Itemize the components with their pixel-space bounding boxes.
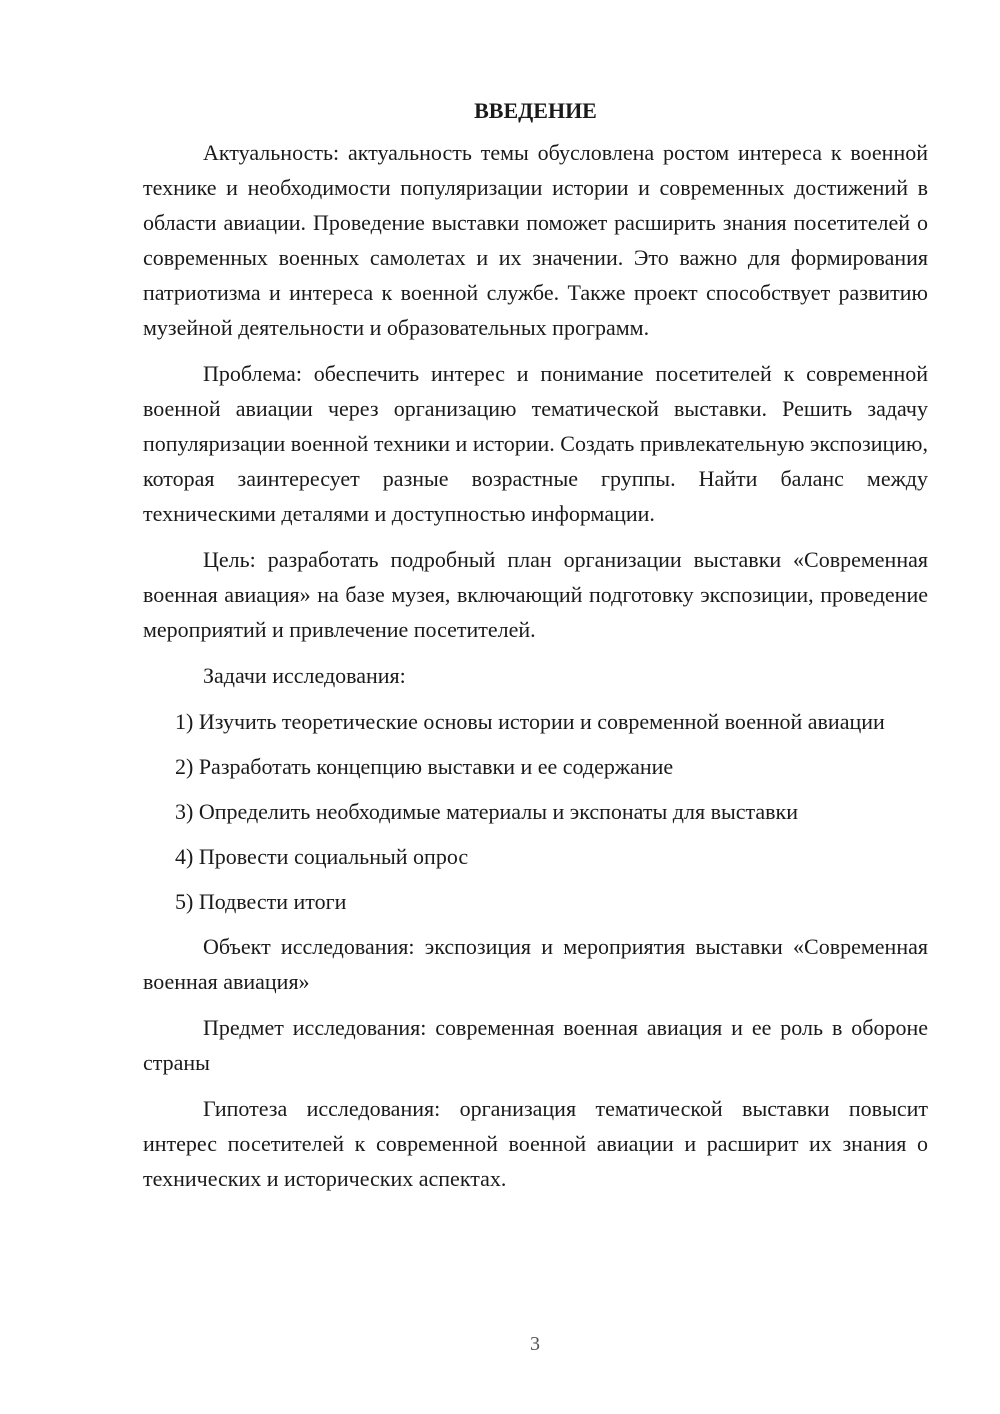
section-title: ВВЕДЕНИЕ bbox=[474, 98, 597, 123]
subject-paragraph: Предмет исследования: современная военная авиация и ее роль в обороне страны bbox=[143, 1015, 928, 1075]
object-paragraph: Объект исследования: экспозиция и мероприятия выставки «Современная военная авиация» bbox=[143, 934, 928, 994]
task-item: 1) Изучить теоретические основы истории и современной военной авиации bbox=[175, 709, 885, 734]
page-number: 3 bbox=[530, 1333, 540, 1355]
hypothesis-paragraph: Гипотеза исследования: организация тематической выставки повысит интерес посетителей к современной военной авиации и расширит их знания о технических и исторических аспектах. bbox=[143, 1096, 928, 1191]
task-item: 4) Провести социальный опрос bbox=[175, 844, 469, 869]
task-item: 5) Подвести итоги bbox=[175, 889, 347, 914]
tasks-heading: Задачи исследования: bbox=[203, 663, 406, 688]
task-item: 2) Разработать концепцию выставки и ее содержание bbox=[175, 754, 674, 779]
tasks-list bbox=[143, 704, 928, 919]
goal-paragraph: Цель: разработать подробный план организации выставки «Современная военная авиация» на базе музея, включающий подготовку экспозиции, проведение мероприятий и привлечение посетителей. bbox=[143, 547, 928, 642]
document-page bbox=[143, 93, 928, 1207]
problem-paragraph: Проблема: обеспечить интерес и понимание посетителей к современной военной авиации через организацию тематической выставки. Решить задачу популяризации военной техники и истории. Создать привлекательную экспозицию, которая заинтересует разные возрастные группы. Найти баланс между техническими деталями и доступностью информации. bbox=[143, 361, 928, 526]
relevance-paragraph: Актуальность: актуальность темы обусловлена ростом интереса к военной технике и необходимости популяризации истории и современных достижений в области авиации. Проведение выставки поможет расширить знания посетителей о современных военных самолетах и их значении. Это важно для формирования патриотизма и интереса к военной службе. Также проект способствует развитию музейной деятельности и образовательных программ. bbox=[143, 140, 928, 340]
task-item: 3) Определить необходимые материалы и экспонаты для выставки bbox=[175, 799, 798, 824]
